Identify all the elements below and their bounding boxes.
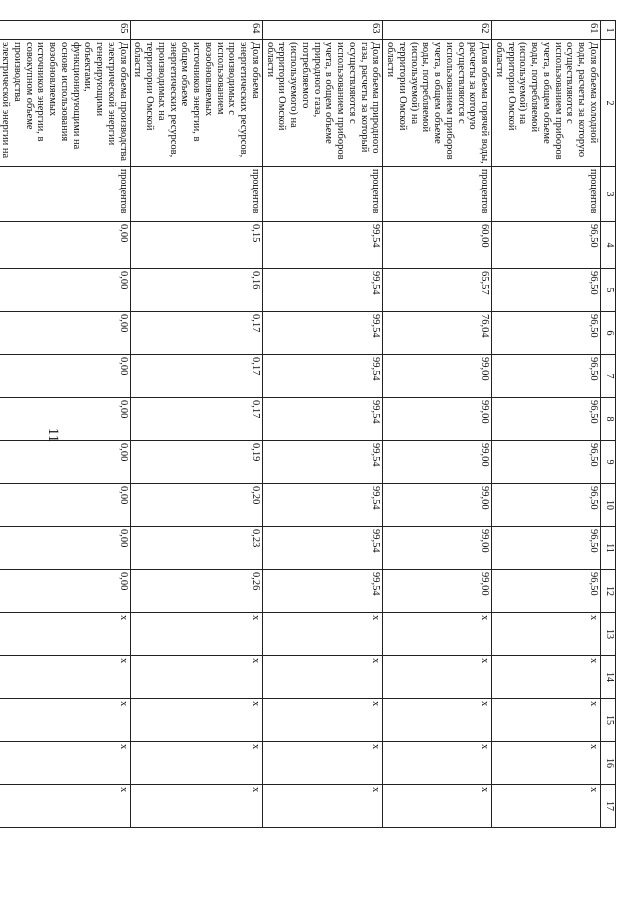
header-cell: 14 [601, 656, 616, 699]
value-cell: x [263, 656, 384, 699]
unit-cell: процентов [130, 167, 262, 222]
header-row [601, 21, 616, 828]
value-cell: 99,54 [263, 441, 384, 484]
value-cell: x [383, 656, 492, 699]
value-cell: 96,50 [492, 484, 601, 527]
value-cell: x [0, 742, 130, 785]
value-cell: x [130, 785, 262, 828]
indicator-name-cell: Доля объема производства электрической энергии генерирующими объектами, функционирующими на основе использования возобновляемых источников энергии, в совокупном объеме производства электрической энергии на [0, 40, 130, 167]
value-cell: x [492, 656, 601, 699]
header-cell: 8 [601, 398, 616, 441]
value-cell: x [263, 742, 384, 785]
header-cell: 1 [601, 21, 616, 40]
table-row [263, 21, 384, 828]
value-cell: x [0, 613, 130, 656]
value-cell: 0,00 [0, 269, 130, 312]
value-cell: 96,50 [492, 570, 601, 613]
value-cell: x [263, 699, 384, 742]
value-cell: 99,54 [263, 398, 384, 441]
table-row [492, 21, 601, 828]
value-cell: x [130, 613, 262, 656]
value-cell: x [130, 742, 262, 785]
indicator-name-cell: Доля объема природного газа, расчеты за который осуществляются с использованием приборов учета, в общем объеме природного газа, потребляемого (используемого) на территории Омской области [263, 40, 384, 167]
value-cell: x [263, 613, 384, 656]
value-cell: 96,50 [492, 355, 601, 398]
row-number-cell: 62 [383, 21, 492, 40]
header-cell: 2 [601, 40, 616, 167]
value-cell: 0,15 [130, 222, 262, 269]
value-cell: 99,00 [383, 355, 492, 398]
row-number-cell: 64 [130, 21, 262, 40]
value-cell: 0,17 [130, 398, 262, 441]
value-cell: 0,19 [130, 441, 262, 484]
table-row [383, 21, 492, 828]
value-cell: x [0, 656, 130, 699]
value-cell: 65,57 [383, 269, 492, 312]
value-cell: 0,00 [0, 312, 130, 355]
unit-cell: процентов [263, 167, 384, 222]
header-cell: 12 [601, 570, 616, 613]
value-cell: x [130, 699, 262, 742]
header-cell: 6 [601, 312, 616, 355]
header-cell: 3 [601, 167, 616, 222]
header-cell: 17 [601, 785, 616, 828]
header-cell: 13 [601, 613, 616, 656]
value-cell: 99,54 [263, 570, 384, 613]
table-row [0, 21, 130, 828]
value-cell: 0,17 [130, 312, 262, 355]
value-cell: 99,00 [383, 527, 492, 570]
value-cell: 99,00 [383, 398, 492, 441]
value-cell: 99,54 [263, 269, 384, 312]
header-cell: 16 [601, 742, 616, 785]
unit-cell: процентов [383, 167, 492, 222]
header-cell: 7 [601, 355, 616, 398]
value-cell: x [492, 613, 601, 656]
value-cell: 96,50 [492, 398, 601, 441]
value-cell: x [263, 785, 384, 828]
value-cell: 99,00 [383, 441, 492, 484]
indicator-name-cell: Доля объема горячей воды, расчеты за которую осуществляются с использованием приборов учета, в общем объеме воды, потребляемой (используемой) на территории Омской области [383, 40, 492, 167]
value-cell: 99,54 [263, 484, 384, 527]
header-cell: 4 [601, 222, 616, 269]
rotated-table-frame [0, 20, 616, 828]
value-cell: 0,00 [0, 527, 130, 570]
unit-cell: процентов [492, 167, 601, 222]
value-cell: 96,50 [492, 269, 601, 312]
value-cell: 76,04 [383, 312, 492, 355]
row-number-cell: 65 [0, 21, 130, 40]
value-cell: x [383, 613, 492, 656]
unit-cell: процентов [0, 167, 130, 222]
value-cell: 0,00 [0, 355, 130, 398]
value-cell: x [383, 699, 492, 742]
value-cell: x [383, 742, 492, 785]
value-cell: 0,17 [130, 355, 262, 398]
value-cell: 96,50 [492, 312, 601, 355]
indicator-name-cell: Доля объема холодной воды, расчеты за которую осуществляются с использованием приборов учета, в общем объеме воды, потребляемой (используемой) на территории Омской области [492, 40, 601, 167]
value-cell: 0,00 [0, 570, 130, 613]
value-cell: 99,54 [263, 355, 384, 398]
value-cell: 0,00 [0, 441, 130, 484]
value-cell: 0,00 [0, 484, 130, 527]
header-cell: 15 [601, 699, 616, 742]
value-cell: 60,00 [383, 222, 492, 269]
indicator-name-cell: Доля объема энергетических ресурсов, производимых с использованием возобновляемых источников энергии, в общем объеме энергетических ресурсов, производимых на территории Омской области [130, 40, 262, 167]
value-cell: 96,50 [492, 527, 601, 570]
value-cell: 0,20 [130, 484, 262, 527]
row-number-cell: 61 [492, 21, 601, 40]
page-number: 11 [45, 427, 61, 443]
table-row [130, 21, 262, 828]
indicator-table [0, 20, 616, 828]
header-cell: 11 [601, 527, 616, 570]
value-cell: x [492, 785, 601, 828]
value-cell: x [492, 742, 601, 785]
value-cell: x [492, 699, 601, 742]
value-cell: x [130, 656, 262, 699]
value-cell: 0,16 [130, 269, 262, 312]
value-cell: x [0, 699, 130, 742]
value-cell: 0,00 [0, 398, 130, 441]
value-cell: 0,00 [0, 222, 130, 269]
header-cell: 5 [601, 269, 616, 312]
value-cell: 99,54 [263, 527, 384, 570]
row-number-cell: 63 [263, 21, 384, 40]
table-body [0, 21, 616, 828]
value-cell: 0,23 [130, 527, 262, 570]
header-cell: 10 [601, 484, 616, 527]
value-cell: x [383, 785, 492, 828]
value-cell: 0,26 [130, 570, 262, 613]
value-cell: 96,50 [492, 222, 601, 269]
header-cell: 9 [601, 441, 616, 484]
value-cell: 96,50 [492, 441, 601, 484]
value-cell: 99,54 [263, 222, 384, 269]
value-cell: 99,00 [383, 484, 492, 527]
table-canvas [0, 20, 616, 828]
value-cell: 99,54 [263, 312, 384, 355]
value-cell: 99,00 [383, 570, 492, 613]
value-cell: x [0, 785, 130, 828]
